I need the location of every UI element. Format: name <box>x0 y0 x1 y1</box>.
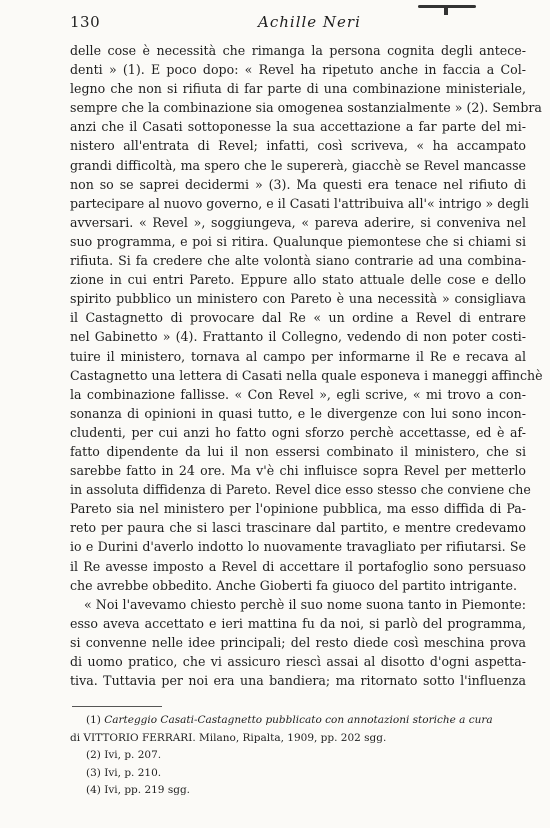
footnote-text: Ivi, p. 207. <box>104 749 162 761</box>
text-line: fatto dipendente da lui il non essersi combinato il ministero, che si <box>70 443 526 459</box>
text-line: reto per paura che si lasci trascinare dal partito, e mentre credevamo <box>70 520 526 536</box>
footnote-text: Ivi, pp. 219 sgg. <box>104 784 190 796</box>
text-line: il Castagnetto di provocare dal Re « un ordine a Revel di entrare <box>70 310 526 326</box>
footnote-text: Ivi, p. 210. <box>104 766 162 779</box>
text-line: la combinazione fallisse. « Con Revel », egli scrive, « mi trovo a con- <box>70 386 526 402</box>
footnote-1 <box>70 712 526 730</box>
text-line: tuire il ministero, tornava al campo per informarne il Re e recava al <box>70 348 526 364</box>
text-line: spirito pubblico un ministero con Pareto è una necessità » consigliava <box>70 291 526 307</box>
footnote-rule <box>72 706 162 707</box>
footnote-text: Carteggio Casati-Castagnetto pubblicato con annotazioni storiche a cura <box>104 714 493 726</box>
footnote-marker: (2) <box>86 749 101 761</box>
text-line: si convenne nelle idee principali; del resto diede così meschina prova <box>70 634 526 650</box>
running-head: Achille Neri <box>258 13 361 31</box>
text-line: tiva. Tuttavia per noi era una bandiera; ma ritornato sotto l'influenza <box>70 673 526 689</box>
footnote-3 <box>70 765 526 783</box>
text-line: anzi che il Casati sottoponesse la sua accettazione a far parte del mi- <box>70 119 526 135</box>
text-line: il Re avesse imposto a Revel di accettare il portafoglio sono persuaso <box>70 558 526 574</box>
text-line: sarebbe fatto in 24 ore. Ma v'è chi influisce sopra Revel per metterlo <box>70 463 526 479</box>
footnote-1-continuation: di VITTORIO FERRARI. Milano, Ripalta, 1909, pp. 202 sgg. <box>70 731 387 744</box>
paragraph-2 <box>70 595 526 690</box>
text-line: di uomo pratico, che vi assicuro riescì assai al disotto d'ogni aspetta- <box>70 654 526 669</box>
text-line: denti » (1). E poco dopo: « Revel ha ripetuto anche in faccia a Col- <box>70 62 526 78</box>
text-line: legno che non si rifiuta di far parte di una combinazione ministeriale, <box>70 81 526 97</box>
text-line: avversari. « Revel », soggiungeva, « pareva aderire, si conveniva nel <box>70 214 526 230</box>
page-number: 130 <box>70 13 101 31</box>
text-line: che avrebbe obbedito. Anche Gioberti fa giuoco del partito intrigante. <box>70 577 518 593</box>
footnote-2 <box>70 747 526 765</box>
footnotes <box>70 712 526 800</box>
paragraph-1 <box>70 41 543 595</box>
text-line: cludenti, per cui anzi ho fatto ogni sforzo perchè accettasse, ed è af- <box>70 424 526 440</box>
text-line: sempre che la combinazione sia omogenea sostanzialmente » (2). Sembra <box>70 100 542 116</box>
text-line: zione in cui entri Pareto. Eppure allo stato attuale delle cose e dello <box>70 272 526 288</box>
footnote-4 <box>70 782 526 800</box>
text-line: delle cose è necessità che rimanga la persona cognita degli antece- <box>70 43 526 58</box>
text-line: « Noi l'avevamo chiesto perchè il suo nome suona tanto in Piemonte: <box>84 596 526 612</box>
text-line: Pareto sia nel ministero per l'opinione pubblica, ma esso diffida di Pa- <box>70 501 526 517</box>
text-line: in assoluta diffidenza di Pareto. Revel dice esso stesso che conviene che <box>70 482 531 498</box>
text-line: io e Durini d'averlo indotto lo nuovamente travagliato per rifiutarsi. Se <box>70 539 526 555</box>
text-line: sonanza di opinioni in quasi tutto, e le divergenze con lui sono incon- <box>70 405 526 421</box>
footnote-marker: (1) <box>86 714 101 726</box>
text-line: rifiuta. Si fa credere che alte volontà siano contrarie ad una combina- <box>70 253 526 269</box>
text-line: partecipare al nuovo governo, e il Casati l'attribuiva all'« intrigo » degli <box>70 195 529 211</box>
page-header <box>70 9 526 35</box>
footnote-marker: (3) <box>86 766 101 779</box>
text-line: grandi difficoltà, ma spero che le supererà, giacchè se Revel mancasse <box>70 157 526 173</box>
text-line: Castagnetto una lettera di Casati nella quale esponeva i maneggi affinchè <box>70 367 543 383</box>
text-line: non so se saprei decidermi » (3). Ma questi era tenace nel rifiuto di <box>70 176 526 192</box>
footnote-marker: (4) <box>86 784 101 796</box>
text-line: esso aveva accettato e ieri mattina fu da noi, si parlò del programma, <box>70 615 526 631</box>
ink-mark <box>444 5 448 15</box>
text-line: suo programma, e poi si ritira. Qualunque piemontese che si chiami si <box>70 233 526 249</box>
text-line: nel Gabinetto » (4). Frattanto il Collegno, vedendo di non poter costi- <box>70 329 526 345</box>
text-line: nistero all'entrata di Revel; infatti, così scriveva, « ha accampato <box>70 138 526 154</box>
body-text <box>70 41 543 690</box>
